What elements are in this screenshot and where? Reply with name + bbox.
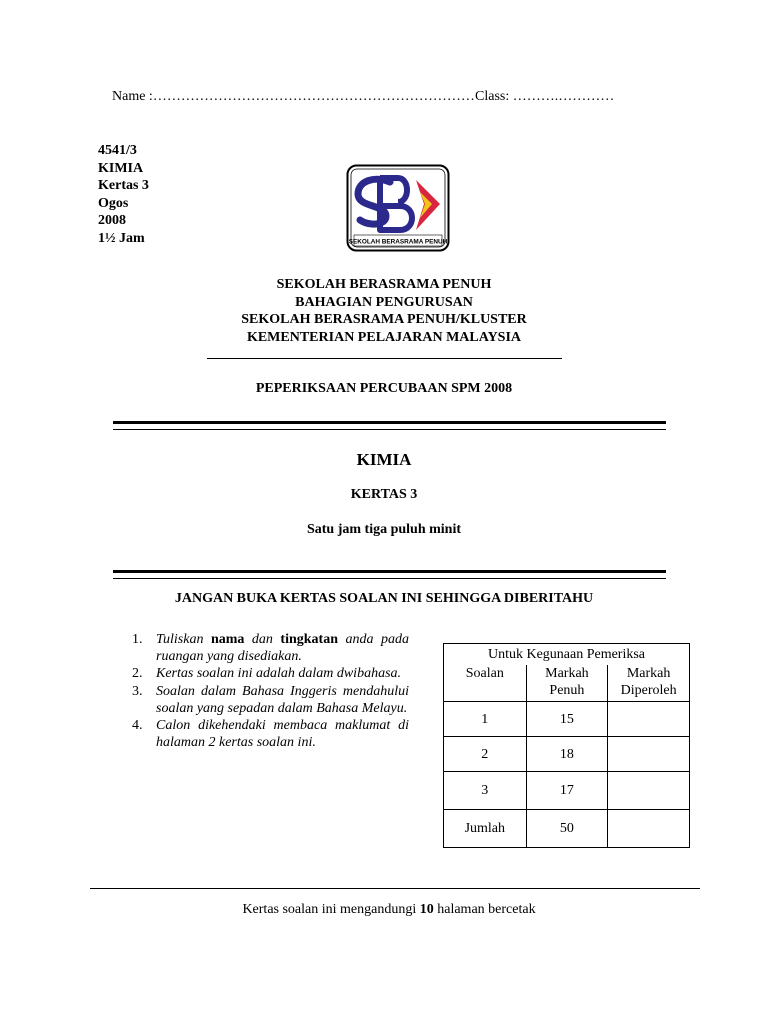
page-count-footer bbox=[0, 902, 768, 918]
column-header: Markah Diperoleh bbox=[608, 665, 690, 702]
instruction-text: Soalan dalam Bahasa Inggeris mendahului soalan yang sepadan dalam Bahasa Melayu. bbox=[156, 683, 409, 716]
paper-year: 2008 bbox=[98, 213, 126, 228]
double-rule-top bbox=[113, 421, 666, 430]
full-mark-cell: 17 bbox=[526, 772, 608, 810]
instructions-list bbox=[132, 631, 409, 751]
full-mark-cell: 18 bbox=[526, 737, 608, 772]
obtained-mark-cell[interactable] bbox=[608, 737, 690, 772]
instruction-bold-name: nama bbox=[210, 632, 245, 647]
logo-text: SEKOLAH BERASRAMA PENUH bbox=[348, 238, 448, 246]
name-field-label: Name :…………………………………………………………… bbox=[112, 89, 475, 104]
question-cell: 1 bbox=[444, 702, 527, 737]
examiner-marks-table bbox=[443, 643, 690, 848]
column-header: Markah Penuh bbox=[526, 665, 608, 702]
instruction-item bbox=[132, 717, 409, 751]
table-row bbox=[444, 772, 690, 810]
column-header: Soalan bbox=[444, 665, 527, 702]
org-line-3: SEKOLAH BERASRAMA PENUH/KLUSTER bbox=[241, 312, 527, 327]
question-cell: 3 bbox=[444, 772, 527, 810]
paper-title: KERTAS 3 bbox=[350, 487, 418, 502]
obtained-mark-cell[interactable] bbox=[608, 772, 690, 810]
instruction-bold-form: tingkatan bbox=[280, 632, 338, 647]
instruction-number: 1. bbox=[132, 632, 143, 647]
instruction-text: Calon dikehendaki membaca maklumat di halaman 2 kertas soalan ini. bbox=[156, 718, 409, 751]
class-field-label: Class: ……….………… bbox=[475, 89, 615, 104]
duration-text: Satu jam tiga puluh minit bbox=[306, 522, 462, 537]
paper-subject: KIMIA bbox=[98, 160, 144, 176]
footer-text: halaman bercetak bbox=[433, 902, 536, 917]
instruction-item bbox=[132, 683, 409, 717]
footer-page-count: 10 bbox=[419, 902, 434, 917]
org-line-4: KEMENTERIAN PELAJARAN MALAYSIA bbox=[246, 329, 522, 345]
sbp-logo bbox=[346, 164, 450, 252]
paper-number: Kertas 3 bbox=[98, 178, 149, 193]
divider-rule bbox=[207, 358, 562, 359]
total-label-cell: Jumlah bbox=[444, 810, 527, 848]
table-row bbox=[444, 810, 690, 848]
table-row bbox=[444, 737, 690, 772]
org-line-2: BAHAGIAN PENGURUSAN bbox=[295, 294, 473, 310]
instruction-text: dan bbox=[244, 632, 281, 647]
question-cell: 2 bbox=[444, 737, 527, 772]
total-full-mark-cell: 50 bbox=[526, 810, 608, 848]
instruction-text: Tuliskan bbox=[156, 632, 211, 647]
table-title: Untuk Kegunaan Pemeriksa bbox=[444, 644, 690, 666]
paper-code-block bbox=[98, 142, 149, 247]
instruction-number: 4. bbox=[132, 718, 143, 734]
table-row bbox=[444, 702, 690, 737]
exam-title: PEPERIKSAAN PERCUBAAN SPM 2008 bbox=[255, 381, 513, 396]
org-line-1: SEKOLAH BERASRAMA PENUH bbox=[276, 277, 492, 292]
instruction-item bbox=[132, 665, 409, 682]
paper-code: 4541/3 bbox=[98, 143, 137, 158]
organization-block bbox=[0, 276, 768, 346]
instruction-item bbox=[132, 631, 409, 665]
instruction-text: anda pada ruangan yang disediakan. bbox=[156, 632, 409, 665]
footer-text: Kertas soalan ini mengandungi bbox=[242, 902, 420, 917]
paper-duration: 1½ Jam bbox=[98, 230, 145, 246]
warning-text: JANGAN BUKA KERTAS SOALAN INI SEHINGGA DIBERITAHU bbox=[174, 591, 594, 606]
instruction-number: 2. bbox=[132, 666, 143, 682]
subject-title: KIMIA bbox=[356, 450, 412, 469]
instruction-text: Kertas soalan ini adalah dalam dwibahasa. bbox=[156, 666, 402, 682]
full-mark-cell: 15 bbox=[526, 702, 608, 737]
instruction-number: 3. bbox=[132, 683, 143, 699]
double-rule-bottom bbox=[113, 570, 666, 579]
obtained-mark-cell[interactable] bbox=[608, 702, 690, 737]
footer-rule bbox=[90, 888, 700, 889]
paper-month: Ogos bbox=[98, 195, 129, 211]
total-obtained-cell[interactable] bbox=[608, 810, 690, 848]
